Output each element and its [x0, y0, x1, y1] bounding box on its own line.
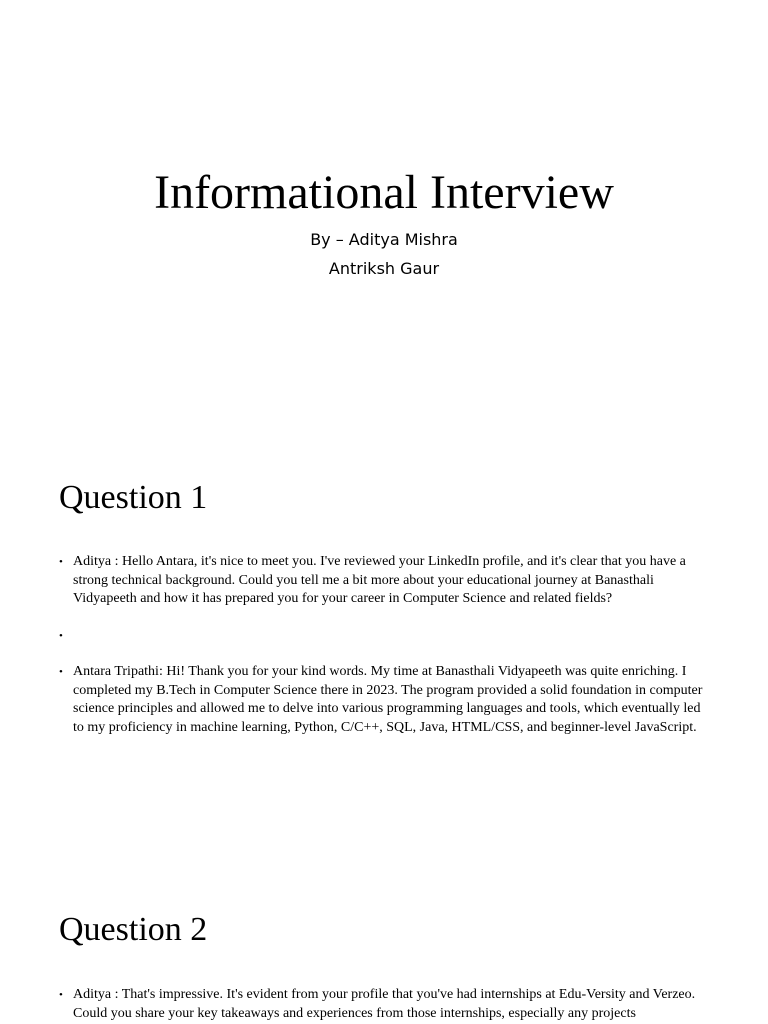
question-2-slide [0, 896, 768, 1024]
bullet-dot-icon: • [59, 989, 63, 1001]
bullet-dot-icon: • [59, 556, 63, 568]
bullet-text: Aditya : That's impressive. It's evident from your profile that you've had internships at Edu-Versity and Verzeo. Could you share your key takeaways and experiences from those internships, especially any projects [73, 987, 696, 1021]
title-slide [0, 0, 768, 432]
bullet-dot-icon: • [59, 629, 63, 642]
bullet-dot-icon: • [59, 666, 63, 678]
author-line: By – Aditya Mishra [310, 230, 458, 249]
question-1-slide [0, 462, 768, 892]
question-2-bullets [59, 986, 711, 1024]
question-2-heading: Question 2 [59, 911, 208, 948]
question-1-bullets [59, 553, 711, 755]
page-title: Informational Interview [154, 166, 614, 219]
bullet-item [59, 986, 711, 1023]
bullet-item [59, 553, 711, 609]
bullet-text: Antara Tripathi: Hi! Thank you for your kind words. My time at Banasthali Vidyapeeth was quite enriching. I completed my B.Tech in Computer Science there in 2023. The program provided a solid foundation in computer science principles and allowed me to delve into various programming languages and tools, which eventually led to my proficiency in machine learning, Python, C/C++, SQL, Java, HTML/CSS, and beginner-level JavaScript. [73, 664, 703, 735]
co-author-line: Antriksh Gaur [328, 259, 440, 278]
bullet-item [59, 663, 711, 737]
bullet-text: Aditya : Hello Antara, it's nice to meet you. I've reviewed your LinkedIn profile, and it's clear that you have a strong technical background. Could you tell me a bit more about your educational journey at Banasthali Vidyapeeth and how it has prepared you for your career in Computer Science and related fields? [73, 554, 686, 606]
question-1-heading: Question 1 [59, 479, 208, 516]
bullet-item [59, 627, 711, 646]
